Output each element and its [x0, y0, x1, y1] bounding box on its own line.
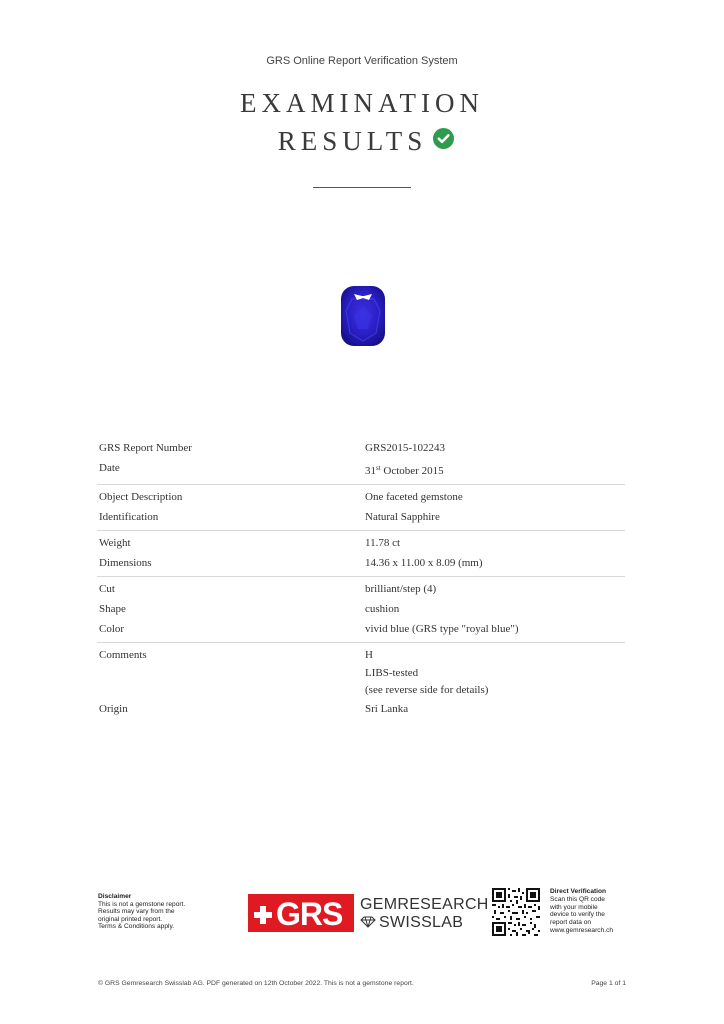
- verify-line: device to verify the: [550, 911, 605, 919]
- footer: [98, 886, 628, 946]
- comment-line: (see reverse side for details): [365, 684, 489, 696]
- shape-label: Shape: [99, 603, 126, 615]
- grs-logo: [248, 894, 489, 934]
- disclaimer-line: Results may vary from the: [98, 908, 175, 916]
- date-suffix: st: [376, 464, 381, 472]
- group-report: [97, 436, 625, 485]
- verify-line: report data on: [550, 919, 592, 927]
- object-label: Object Description: [99, 491, 183, 503]
- date-value: [365, 458, 625, 481]
- cut-value: brilliant/step (4): [365, 583, 437, 595]
- grs-logo-text: GRS: [276, 896, 343, 932]
- report-number-label: GRS Report Number: [99, 442, 192, 454]
- verify-line: with your mobile: [550, 903, 598, 911]
- results-table: [97, 436, 625, 722]
- comments-value: [365, 645, 625, 699]
- row-shape: [97, 599, 625, 619]
- qr-code-icon[interactable]: [492, 888, 540, 936]
- row-dimensions: [97, 553, 625, 573]
- page-footer: [98, 980, 626, 987]
- dimensions-label: Dimensions: [99, 557, 152, 569]
- copyright-text: © GRS Gemresearch Swisslab AG. PDF generated on 12th October 2022. This is not a gemstone report.: [98, 980, 414, 987]
- object-value: One faceted gemstone: [365, 491, 463, 503]
- verify-line: Scan this QR code: [550, 895, 605, 903]
- page-title-line2: [0, 126, 724, 157]
- system-title: GRS Online Report Verification System: [266, 55, 458, 67]
- weight-value: 11.78 ct: [365, 537, 401, 549]
- comment-line: LIBS-tested: [365, 667, 419, 679]
- verify-title: Direct Verification: [550, 888, 607, 895]
- row-report-number: [97, 438, 625, 458]
- row-identification: [97, 507, 625, 527]
- cut-label: Cut: [99, 583, 115, 595]
- origin-value: Sri Lanka: [365, 703, 409, 715]
- page-number: Page 1 of 1: [591, 980, 626, 987]
- title-divider: [313, 187, 411, 188]
- gemresearch-text: GEMRESEARCH: [360, 896, 489, 913]
- direct-verification: [550, 888, 640, 935]
- diamond-icon: [360, 916, 376, 928]
- page-title-results: RESULTS: [277, 126, 428, 156]
- group-comments: [97, 643, 625, 722]
- comments-label: Comments: [99, 649, 147, 661]
- origin-label: Origin: [99, 703, 128, 715]
- disclaimer: [98, 893, 208, 931]
- swisslab-text: [360, 914, 463, 931]
- gemstone-image: [340, 285, 386, 352]
- swisslab-label: SWISSLAB: [379, 914, 464, 931]
- group-measure: [97, 531, 625, 577]
- swiss-cross-icon: [254, 906, 272, 924]
- row-cut: [97, 579, 625, 599]
- disclaimer-line: original printed report.: [98, 915, 163, 923]
- disclaimer-line: Terms & Conditions apply.: [98, 923, 175, 931]
- page-title-line1: EXAMINATION: [240, 88, 484, 118]
- identification-value: Natural Sapphire: [365, 511, 440, 523]
- report-number-value: GRS2015-102243: [365, 442, 446, 454]
- group-appearance: [97, 577, 625, 643]
- row-date: [97, 458, 625, 481]
- date-rest: October 2015: [380, 465, 444, 477]
- color-value: vivid blue (GRS type "royal blue"): [365, 623, 519, 635]
- row-origin: [97, 699, 625, 719]
- disclaimer-title: Disclaimer: [98, 893, 132, 900]
- check-circle-icon: [433, 125, 454, 156]
- identification-label: Identification: [99, 511, 159, 523]
- dimensions-value: 14.36 x 11.00 x 8.09 (mm): [365, 557, 483, 569]
- color-label: Color: [99, 623, 125, 635]
- row-comments: [97, 645, 625, 699]
- weight-label: Weight: [99, 537, 131, 549]
- row-color: [97, 619, 625, 639]
- date-day: 31: [365, 465, 376, 477]
- shape-value: cushion: [365, 603, 400, 615]
- disclaimer-line: This is not a gemstone report.: [98, 900, 186, 908]
- verify-link[interactable]: www.gemresearch.ch: [550, 926, 614, 934]
- row-weight: [97, 533, 625, 553]
- group-object: [97, 485, 625, 531]
- comment-line: H: [365, 649, 373, 661]
- row-object: [97, 487, 625, 507]
- date-label: Date: [99, 462, 120, 474]
- grs-logo-badge: [248, 894, 354, 932]
